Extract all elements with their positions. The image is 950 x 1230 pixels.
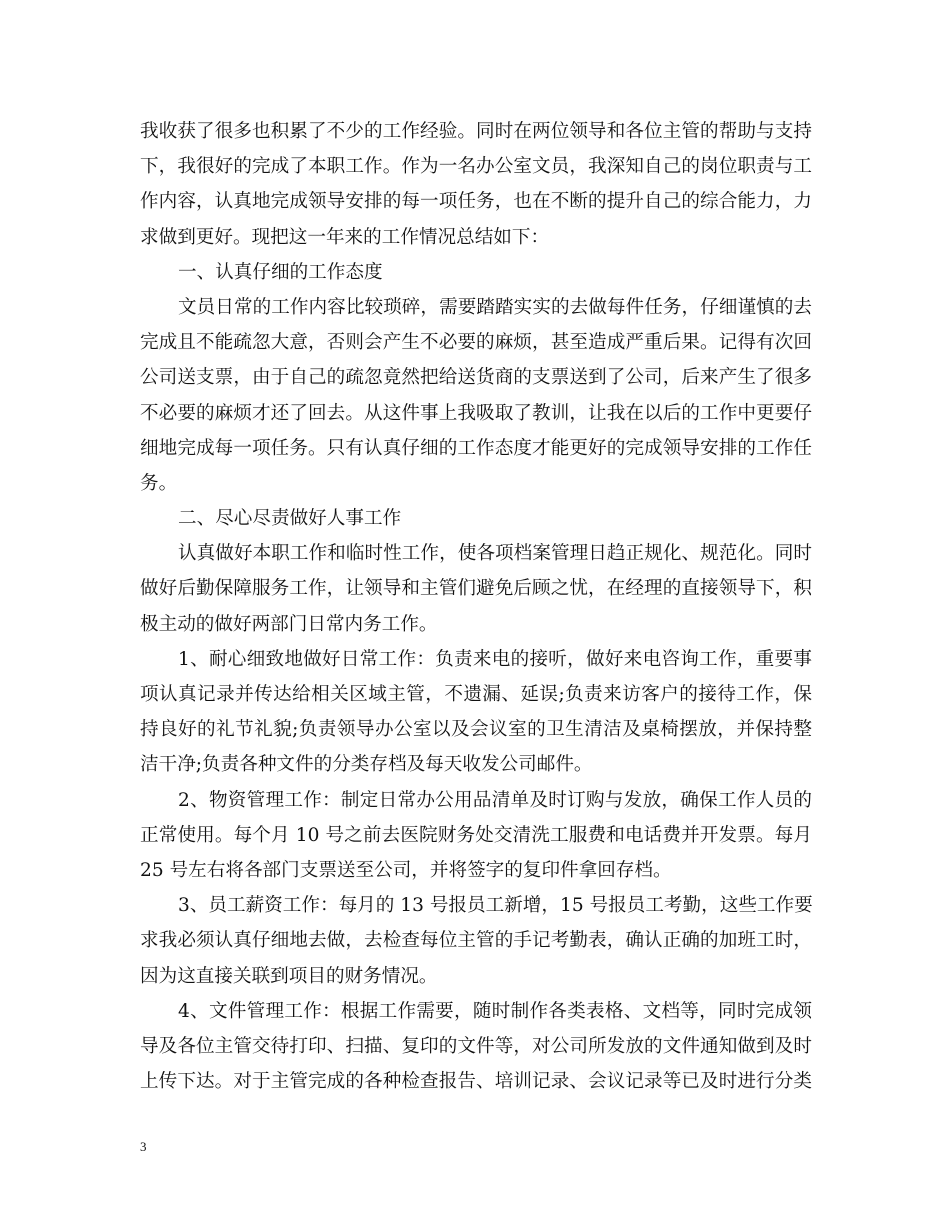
text-line: 二、尽心尽责做好人事工作 [178, 508, 402, 530]
text-line: 不必要的麻烦才还了回去。从这件事上我吸取了教训，让我在以后的工作中更要仔 [140, 402, 812, 424]
text-line: 3、员工薪资工作：每月的 13 号报员工新增，15 号报员工考勤，这些工作要 [178, 895, 813, 917]
text-line: 我收获了很多也积累了不少的工作经验。同时在两位领导和各位主管的帮助与支持 [140, 121, 812, 142]
text-line: 公司送支票，由于自己的疏忽竟然把给送货商的支票送到了公司，后来产生了很多 [140, 367, 812, 389]
text-line: 求我必须认真仔细地去做，去检查每位主管的手记考勤表，确认正确的加班工时， [140, 930, 812, 952]
text-line: 1、耐心细致地做好日常工作：负责来电的接听，做好来电咨询工作，重要事 [178, 648, 812, 670]
text-line: 因为这直接关联到项目的财务情况。 [140, 965, 438, 987]
text-line: 项认真记录并传达给相关区域主管，不遗漏、延误;负责来访客户的接待工作，保 [140, 684, 812, 705]
text-line: 2、物资管理工作：制定日常办公用品清单及时订购与发放，确保工作人员的 [178, 789, 812, 811]
text-line: 上传下达。对于主管完成的各种检查报告、培训记录、会议记录等已及时进行分类 [140, 1071, 812, 1093]
text-line: 务。 [140, 472, 178, 494]
text-line: 求做到更好。现把这一年来的工作情况总结如下： [140, 226, 550, 248]
text-line: 完成且不能疏忽大意，否则会产生不必要的麻烦，甚至造成严重后果。记得有次回 [140, 332, 812, 354]
text-line: 下，我很好的完成了本职工作。作为一名办公室文员，我深知自己的岗位职责与工 [140, 156, 812, 178]
page-number: 3 [140, 1139, 147, 1154]
text-line: 导及各位主管交待打印、扫描、复印的文件等，对公司所发放的文件通知做到及时 [140, 1035, 812, 1057]
text-line: 极主动的做好两部门日常内务工作。 [140, 613, 438, 635]
text-line: 洁干净;负责各种文件的分类存档及每天收发公司邮件。 [140, 754, 593, 776]
text-line: 一、认真仔细的工作态度 [178, 261, 383, 283]
text-line: 持良好的礼节礼貌;负责领导办公室以及会议室的卫生清洁及桌椅摆放，并保持整 [140, 719, 812, 741]
text-line: 4、文件管理工作：根据工作需要，随时制作各类表格、文档等，同时完成领 [178, 1000, 812, 1022]
text-line: 细地完成每一项任务。只有认真仔细的工作态度才能更好的完成领导安排的工作任 [140, 437, 812, 459]
text-line: 认真做好本职工作和临时性工作，使各项档案管理日趋正规化、规范化。同时 [178, 543, 812, 565]
text-line: 正常使用。每个月 10 号之前去医院财务处交清洗工服费和电话费并开发票。每月 [140, 824, 812, 846]
text-line: 做好后勤保障服务工作，让领导和主管们避免后顾之忧，在经理的直接领导下，积 [140, 578, 812, 600]
text-line: 作内容，认真地完成领导安排的每一项任务，也在不断的提升自己的综合能力，力 [140, 191, 812, 213]
text-line: 25 号左右将各部门支票送至公司，并将签字的复印件拿回存档。 [140, 859, 672, 881]
text-line: 文员日常的工作内容比较琐碎，需要踏踏实实的去做每件任务，仔细谨慎的去 [178, 296, 812, 318]
document-body [140, 114, 812, 1099]
